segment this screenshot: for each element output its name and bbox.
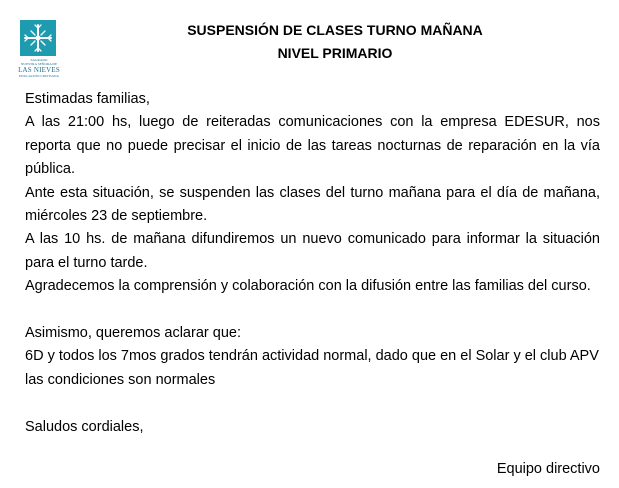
school-logo xyxy=(14,20,64,78)
signature: Equipo directivo xyxy=(496,461,600,477)
spacer xyxy=(25,299,600,322)
document-subtitle: NIVEL PRIMARIO xyxy=(277,45,393,61)
paragraph-4: Agradecemos la comprensión y colaboración con la difusión entre las familias del curso. xyxy=(25,278,591,295)
document-title: SUSPENSIÓN DE CLASES TURNO MAÑANA xyxy=(187,22,483,38)
spacer xyxy=(25,392,600,415)
paragraph-3: A las 10 hs. de mañana difundiremos un nuevo comunicado para informar la situación para el turno tarde. xyxy=(25,231,600,271)
closing: Saludos cordiales, xyxy=(25,418,144,435)
greeting: Estimadas familias, xyxy=(25,91,150,107)
logo-line2: NUESTRA SEÑORA DE xyxy=(20,62,58,66)
paragraph-1: A las 21:00 hs, luego de reiteradas comunicaciones con la empresa EDESUR, nos reporta que no puede precisar el inicio de las tareas nocturnas de reparación en la vía pública. xyxy=(25,114,600,178)
letter-body xyxy=(25,88,600,439)
clarification-text: 6D y todos los 7mos grados tendrán actividad normal, dado que en el Solar y el club APV las condiciones son normales xyxy=(25,348,599,388)
clarification-intro: Asimismo, queremos aclarar que: xyxy=(25,325,241,342)
logo-line3: EDUCACIÓN CRISTIANA xyxy=(18,74,60,78)
paragraph-2: Ante esta situación, se suspenden las clases del turno mañana para el día de mañana, miércoles 23 de septiembre. xyxy=(25,184,600,225)
logo-line1: SAGRADO xyxy=(30,58,48,62)
snowflake-cross-icon xyxy=(20,20,56,56)
logo-name: LAS NIEVES xyxy=(18,66,60,74)
